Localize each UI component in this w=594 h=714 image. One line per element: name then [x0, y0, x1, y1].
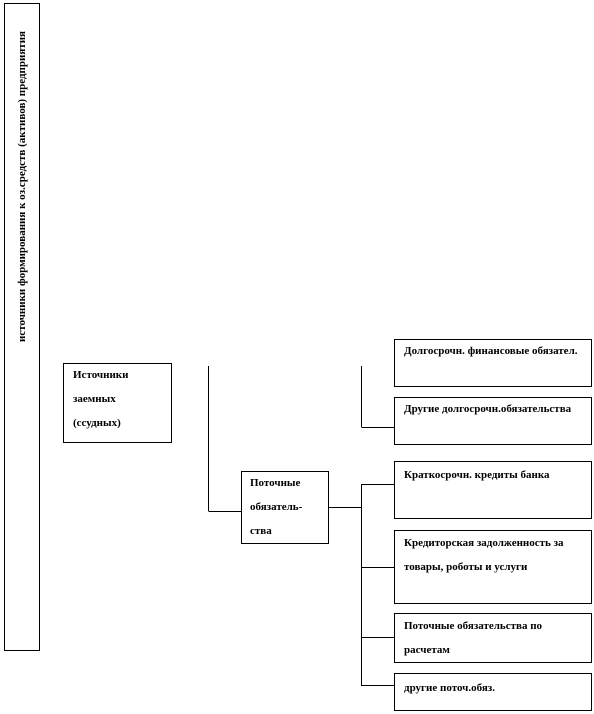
accounts-payable-label: Кредиторская задолженность за товары, роботы и услуги	[404, 537, 564, 573]
current-settlement-label: Поточные обязательства по расчетам	[404, 620, 543, 656]
other-long-term-label: Другие долгосрочн.обязательства	[404, 403, 572, 415]
current-liabilities-label: Поточные обязатель-ства	[250, 477, 303, 537]
root-label-wrap	[4, 3, 40, 651]
short-term-bank-loans-label: Краткосрочн. кредиты банка	[404, 469, 550, 481]
other-current-label: другие поточ.обяз.	[404, 682, 495, 694]
root-label: источники формирования к оз.средств (активов) предприятия	[16, 31, 28, 342]
borrowed-sources-label: Источники заемных (ссудных)	[73, 369, 129, 429]
long-term-financial-label: Долгосрочн. финансовые обязател.	[404, 345, 578, 357]
